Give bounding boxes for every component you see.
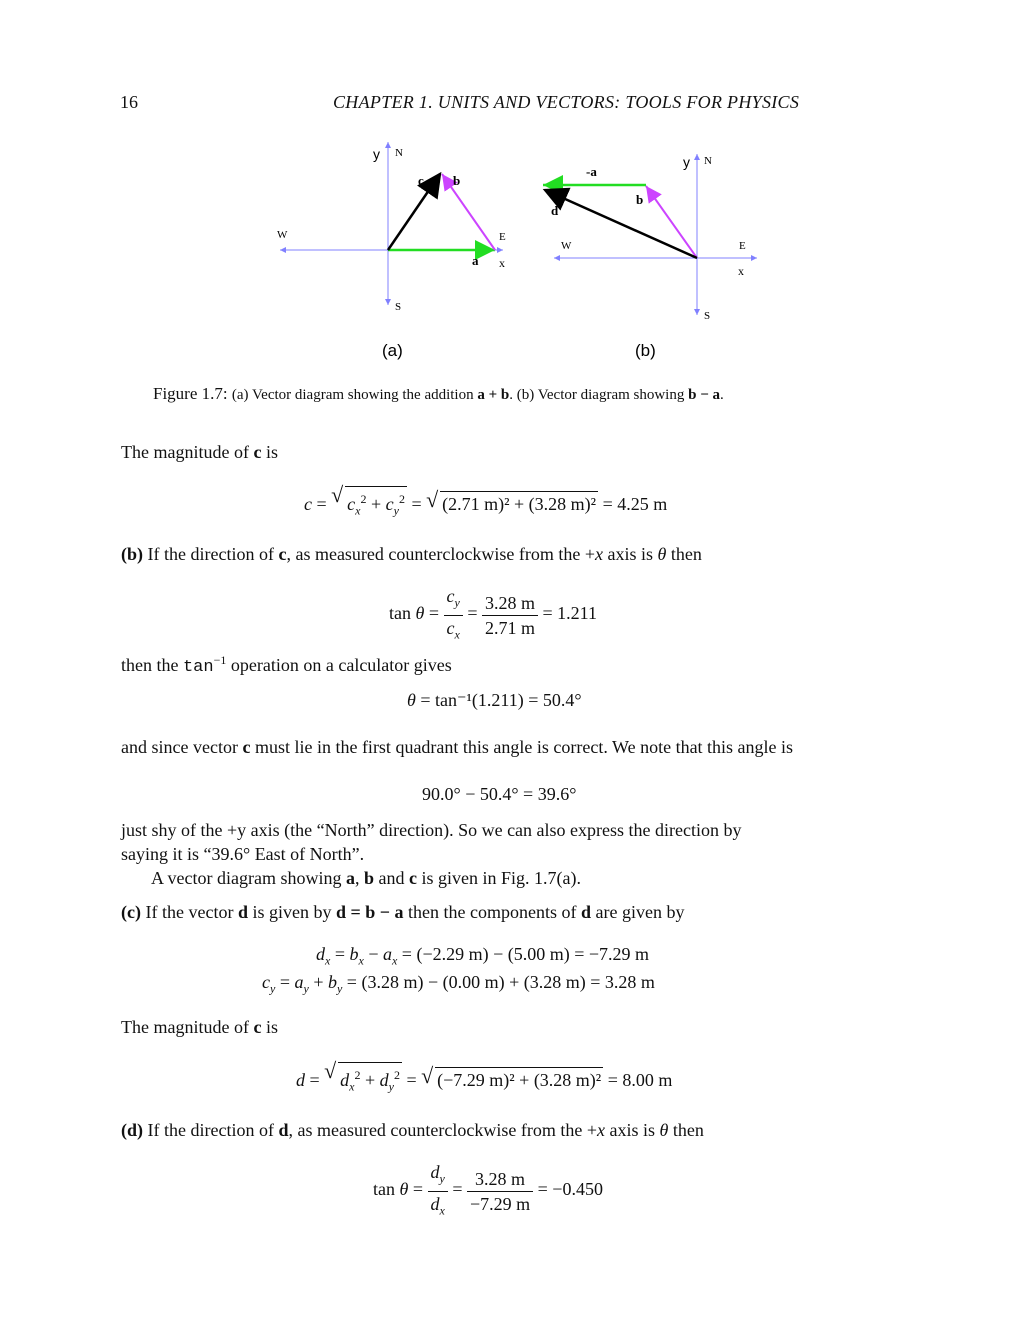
eq-result: = −0.450 [537, 1179, 603, 1200]
sqrt-values: √ (2.71 m)² + (3.28 m)² [426, 487, 597, 514]
bold-c: c [408, 868, 417, 888]
panel-b-x-label: x [738, 264, 744, 278]
sqrt-values: √ (−7.29 m)² + (3.28 m)² [421, 1063, 602, 1090]
paragraph-figure-ref [121, 866, 904, 890]
paragraph-calculator [121, 648, 904, 680]
panel-b-east-label: E [739, 240, 746, 252]
equation-c-magnitude: c = √ $c_x^2 + c_y^2$ = √ (2.71 m)² + (3.28 m)² = 4.25 m [304, 486, 667, 523]
eq-dx-value: = (−2.29 m) − (5.00 m) = −7.29 m [401, 944, 650, 964]
text-run: must lie in the first quadrant this angle is correct. We note that this angle is [250, 737, 794, 757]
text-run: A vector diagram showing [151, 868, 346, 888]
paragraph-magnitude-d [121, 1015, 904, 1039]
bold-d: d [580, 902, 591, 922]
fraction-dy-dx: $\frac{d_y}{d_x}$ [428, 1160, 448, 1222]
equation-theta: θ = tan⁻¹(1.211) = 50.4° [407, 690, 582, 710]
paragraph-quadrant [121, 735, 904, 759]
text-run: axis is [603, 544, 658, 564]
panel-a-label: (a) [382, 341, 403, 360]
text-run: are given by [590, 902, 685, 922]
panel-b-north-label: N [704, 155, 712, 167]
text-run: , as measured counterclockwise from the + [288, 1120, 598, 1140]
text-run: then [668, 1120, 704, 1140]
eq-lhs: c [304, 494, 312, 514]
text-run: is [261, 442, 278, 462]
equation-dx: $d_x = b_x - a_x = (-2.29$ m) − (5.00 m) = −7.29 m [316, 944, 650, 968]
bold-d: d [237, 902, 248, 922]
caption-part1: (a) Vector diagram showing the addition [231, 387, 478, 403]
eq-result: = 8.00 m [607, 1070, 673, 1090]
text-run: operation on a calculator gives [226, 655, 452, 675]
paragraph-part-b [121, 542, 904, 566]
sup-minus-one: −1 [213, 653, 227, 667]
text-run: is [261, 1017, 278, 1037]
vector-b-arrow [442, 174, 495, 250]
text-run: , as measured counterclockwise from the + [286, 544, 595, 564]
panel-b-y-label: y [683, 154, 690, 170]
part-b-label: (b) [121, 544, 143, 564]
bold-a: a [345, 868, 355, 888]
page-number: 16 [120, 92, 138, 112]
panel-b-d-label: d [551, 203, 559, 218]
fraction-values: $\frac{3.28 m}{2.71 m}$ [482, 591, 538, 640]
equation-angle-difference: 90.0° − 50.4° = 39.6° [422, 784, 577, 804]
text-run: If the direction of [143, 544, 279, 564]
bold-equation: d = b − a [335, 902, 404, 922]
paragraph-part-d [121, 1118, 904, 1142]
text-run: then the [121, 655, 183, 675]
panel-a-a-label: a [472, 253, 479, 268]
mono-tan: tan [182, 658, 214, 677]
bold-c: c [278, 544, 287, 564]
panel-b-south-label: S [704, 310, 711, 322]
figure-1-7 [0, 130, 1023, 370]
fraction-values: $\frac{3.28 m}{-7.29 m}$ [467, 1167, 533, 1216]
vector-c-arrow [388, 174, 440, 250]
caption-end: . [720, 387, 724, 403]
part-d-label: (d) [121, 1120, 143, 1140]
panel-a-x-label: x [499, 256, 505, 270]
eq-result: = 1.211 [542, 603, 597, 624]
equation-d-magnitude: d = √ $d_x^2 + d_y^2$ = √ (−7.29 m)² + (3.28 m)² = 8.00 m [296, 1062, 672, 1099]
text-line: saying it is “39.6° East of North”. [121, 844, 365, 864]
figure-caption [153, 384, 724, 404]
var-x: x [597, 1120, 606, 1140]
text-run: then [666, 544, 702, 564]
var-theta: θ [657, 544, 667, 564]
bold-c: c [242, 737, 251, 757]
bold-c: c [253, 442, 262, 462]
sqrt-symbol: √ $d_x^2 + d_y^2$ [324, 1062, 402, 1099]
text-run: , [354, 868, 364, 888]
equation-tan-theta-d: tan θ = $\frac{d_y}{d_x}$ = $\frac{3.28 m}{-7.29 m}$ = −0.450 [373, 1160, 603, 1222]
running-head: CHAPTER 1. UNITS AND VECTORS: TOOLS FOR PHYSICS [333, 92, 800, 112]
panel-a-south-label: S [395, 301, 402, 313]
bold-c: c [253, 1017, 262, 1037]
text-run: The magnitude of [121, 1017, 254, 1037]
caption-b-minus-a: b − a [688, 387, 720, 403]
text-run: and [373, 868, 409, 888]
text-run: axis is [605, 1120, 660, 1140]
text-run: is given in Fig. 1.7(a). [416, 868, 581, 888]
eq-theta-value: = tan⁻¹(1.211) = 50.4° [420, 690, 582, 710]
paragraph-part-c [121, 900, 904, 924]
panel-a-north-label: N [395, 147, 403, 159]
caption-label: Figure 1.7: [153, 384, 228, 403]
var-theta: θ [659, 1120, 669, 1140]
panel-b-west-label: W [561, 240, 572, 252]
bold-d: d [278, 1120, 289, 1140]
text-run: If the direction of [143, 1120, 279, 1140]
text-run: If the vector [140, 902, 238, 922]
caption-a-plus-b: a + b [477, 387, 510, 403]
bold-b: b [363, 868, 374, 888]
paragraph-magnitude-c [121, 440, 904, 464]
panel-a-c-label: c [418, 173, 424, 188]
equation-tan-theta-b: tan θ = $\frac{c_y}{c_x}$ = $\frac{3.28 m}{2.71 m}$ = 1.211 [389, 584, 597, 646]
panel-b-label: (b) [635, 341, 656, 360]
eq-result: = 4.25 m [602, 494, 668, 514]
panel-b-diagram [543, 154, 757, 322]
panel-a-west-label: W [277, 229, 288, 241]
panel-a-diagram [277, 142, 506, 313]
text-run: is given by [247, 902, 336, 922]
fraction-cy-cx: $\frac{c_y}{c_x}$ [444, 584, 463, 646]
panel-a-east-label: E [499, 231, 506, 243]
sqrt-symbol: √ $c_x^2 + c_y^2$ [331, 486, 407, 523]
caption-part2: . (b) Vector diagram showing [509, 387, 689, 403]
text-line: just shy of the +y axis (the “North” direction). So we can also express the direction by [121, 820, 742, 840]
panel-b-b-label: b [636, 192, 644, 207]
panel-a-y-label: y [373, 146, 380, 162]
paragraph-north [121, 818, 904, 866]
part-c-label: (c) [121, 902, 141, 922]
panel-b-neg-a-label: -a [586, 164, 597, 179]
equation-cy: $c_y = a_y + b_y = (3.28$ m) − (0.00 m) + (3.28 m) = 3.28 m [262, 972, 655, 996]
text-run: then the components of [403, 902, 581, 922]
panel-a-b-label: b [453, 173, 461, 188]
text-run: and since vector [121, 737, 243, 757]
eq-cy-value: = (3.28 m) − (0.00 m) + (3.28 m) = 3.28 m [346, 972, 655, 992]
var-x: x [595, 544, 603, 564]
text-run: The magnitude of [121, 442, 254, 462]
